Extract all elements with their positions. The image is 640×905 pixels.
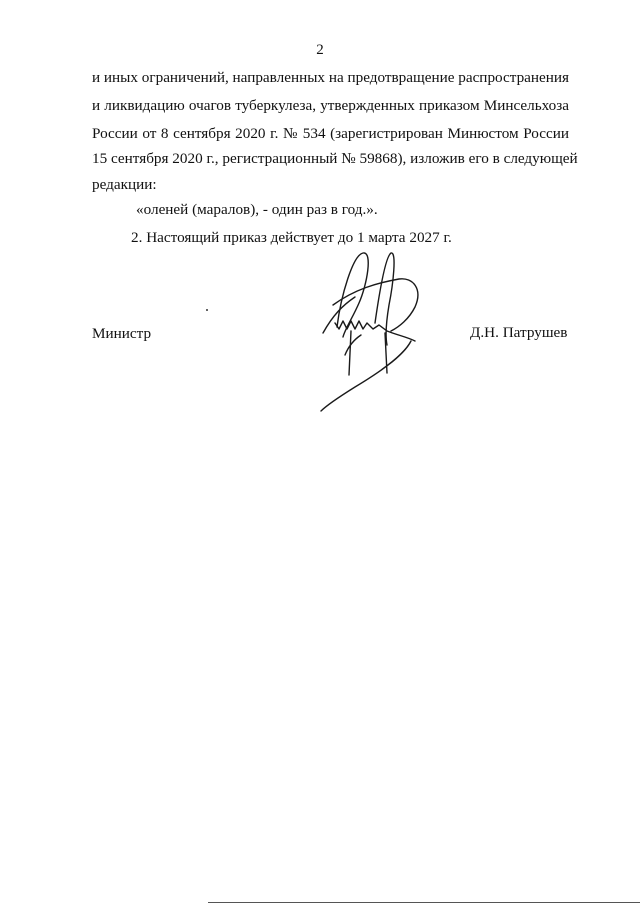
body-line-5: редакции: (92, 176, 157, 193)
signature-stroke (345, 335, 361, 355)
body-line-1: и иных ограничений, направленных на предотвращение распространения (92, 69, 570, 86)
quoted-text: «оленей (маралов), - один раз в год.». (136, 201, 378, 218)
page-number: 2 (316, 42, 324, 58)
signature-image (315, 245, 435, 415)
signatory-title: Министр (92, 325, 152, 342)
body-line-4: 15 сентября 2020 г., регистрационный № 59868), изложив его в следующей (92, 150, 578, 167)
item-2-text: 2. Настоящий приказ действует до 1 марта 2027 г. (131, 229, 452, 246)
signature-stroke (335, 321, 415, 341)
signature-stroke (349, 331, 351, 375)
signature-stroke (321, 341, 411, 411)
scan-edge-line (208, 902, 640, 903)
scan-speck (206, 309, 208, 311)
body-line-2: и ликвидацию очагов туберкулеза, утвержденных приказом Минсельхоза (92, 97, 569, 114)
body-line-3: России от 8 сентября 2020 г. № 534 (зарегистрирован Минюстом России (92, 125, 569, 142)
signatory-name: Д.Н. Патрушев (470, 324, 568, 341)
